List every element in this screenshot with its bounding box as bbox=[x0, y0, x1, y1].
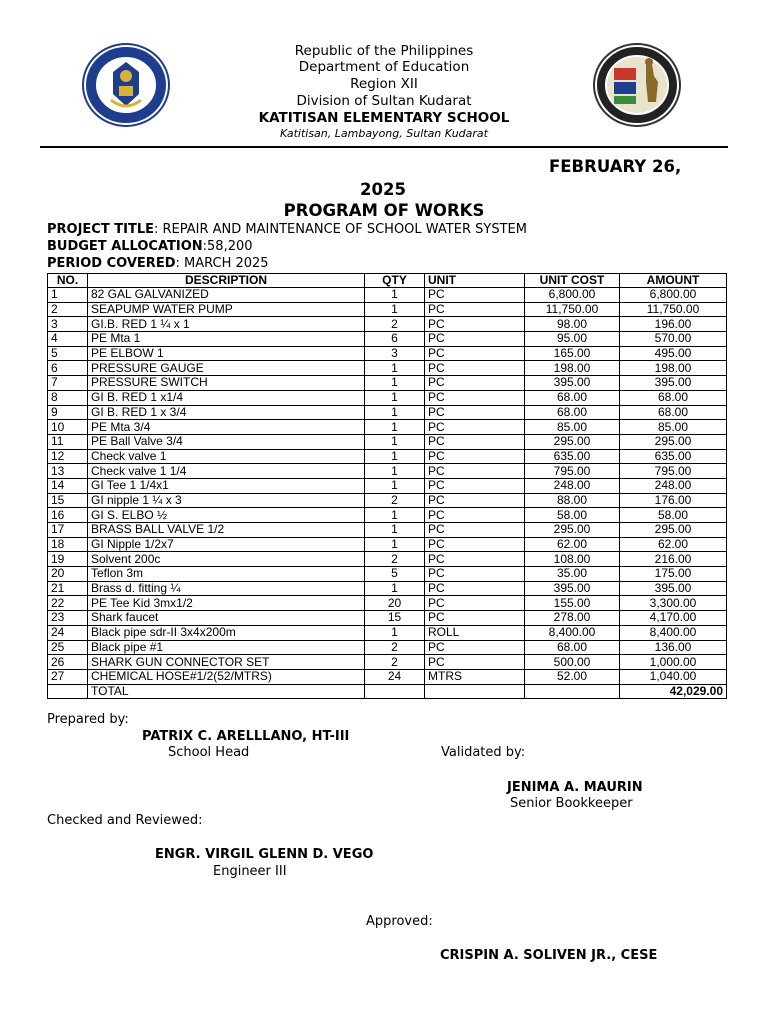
budget-line bbox=[47, 238, 253, 255]
item-qty: 5 bbox=[365, 567, 425, 582]
item-amount: 4,170.00 bbox=[620, 611, 727, 626]
table-row bbox=[48, 625, 727, 640]
total-no-cell bbox=[48, 684, 88, 699]
item-amount: 68.00 bbox=[620, 405, 727, 420]
item-qty: 1 bbox=[365, 434, 425, 449]
checked-title: Engineer III bbox=[213, 864, 287, 879]
period-value: : MARCH 2025 bbox=[175, 256, 269, 271]
item-unit-cost: 295.00 bbox=[525, 434, 620, 449]
item-unit: PC bbox=[425, 478, 525, 493]
item-no: 25 bbox=[48, 640, 88, 655]
item-no: 11 bbox=[48, 434, 88, 449]
total-qty-cell bbox=[365, 684, 425, 699]
table-row bbox=[48, 434, 727, 449]
item-qty: 2 bbox=[365, 655, 425, 670]
item-qty: 6 bbox=[365, 332, 425, 347]
table-row bbox=[48, 611, 727, 626]
table-row bbox=[48, 669, 727, 684]
item-unit: PC bbox=[425, 317, 525, 332]
item-description: Brass d. fitting ¼ bbox=[88, 581, 365, 596]
header-school: KATITISAN ELEMENTARY SCHOOL bbox=[258, 110, 510, 126]
item-unit: PC bbox=[425, 596, 525, 611]
item-unit: ROLL bbox=[425, 625, 525, 640]
item-qty: 1 bbox=[365, 405, 425, 420]
validated-name-text: JENIMA A. MAURIN bbox=[507, 780, 643, 795]
item-description: Black pipe sdr-II 3x4x200m bbox=[88, 625, 365, 640]
item-description: Check valve 1 bbox=[88, 449, 365, 464]
item-unit-cost: 248.00 bbox=[525, 478, 620, 493]
item-unit: PC bbox=[425, 611, 525, 626]
approved-name-text: CRISPIN A. SOLIVEN JR., CESE bbox=[440, 948, 658, 963]
item-description: PE Tee Kid 3mx1/2 bbox=[88, 596, 365, 611]
validated-name bbox=[507, 780, 643, 796]
header-department: Department of Education bbox=[298, 59, 470, 75]
item-qty: 1 bbox=[365, 581, 425, 596]
item-description: PE Ball Valve 3/4 bbox=[88, 434, 365, 449]
item-no: 18 bbox=[48, 537, 88, 552]
item-no: 9 bbox=[48, 405, 88, 420]
header-unit-cost: UNIT COST bbox=[525, 274, 620, 288]
item-qty: 1 bbox=[365, 523, 425, 538]
item-unit-cost: 11,750.00 bbox=[525, 302, 620, 317]
item-description: Black pipe #1 bbox=[88, 640, 365, 655]
item-unit: PC bbox=[425, 288, 525, 303]
item-description: Check valve 1 1/4 bbox=[88, 464, 365, 479]
item-unit: PC bbox=[425, 449, 525, 464]
item-qty: 15 bbox=[365, 611, 425, 626]
prepared-name-text: PATRIX C. ARELLLANO, HT-III bbox=[142, 729, 350, 744]
item-description: SEAPUMP WATER PUMP bbox=[88, 302, 365, 317]
prepared-name bbox=[142, 729, 349, 745]
item-no: 6 bbox=[48, 361, 88, 376]
prepared-label: Prepared by: bbox=[47, 712, 129, 727]
item-unit: PC bbox=[425, 537, 525, 552]
item-amount: 58.00 bbox=[620, 508, 727, 523]
item-unit-cost: 52.00 bbox=[525, 669, 620, 684]
item-qty: 1 bbox=[365, 464, 425, 479]
item-no: 5 bbox=[48, 346, 88, 361]
item-amount: 1,040.00 bbox=[620, 669, 727, 684]
item-unit-cost: 8,400.00 bbox=[525, 625, 620, 640]
item-unit-cost: 395.00 bbox=[525, 376, 620, 391]
item-amount: 85.00 bbox=[620, 420, 727, 435]
header-amount: AMOUNT bbox=[620, 274, 727, 288]
item-amount: 570.00 bbox=[620, 332, 727, 347]
item-unit-cost: 68.00 bbox=[525, 640, 620, 655]
header-qty: QTY bbox=[365, 274, 425, 288]
item-amount: 136.00 bbox=[620, 640, 727, 655]
item-amount: 395.00 bbox=[620, 376, 727, 391]
item-amount: 11,750.00 bbox=[620, 302, 727, 317]
document-title: PROGRAM OF WORKS bbox=[283, 201, 485, 220]
table-row bbox=[48, 464, 727, 479]
table-row bbox=[48, 302, 727, 317]
item-amount: 395.00 bbox=[620, 581, 727, 596]
table-row bbox=[48, 420, 727, 435]
item-qty: 1 bbox=[365, 508, 425, 523]
item-amount: 6,800.00 bbox=[620, 288, 727, 303]
item-description: Solvent 200c bbox=[88, 552, 365, 567]
item-unit-cost: 88.00 bbox=[525, 493, 620, 508]
item-unit: PC bbox=[425, 508, 525, 523]
item-unit: PC bbox=[425, 376, 525, 391]
header-description: DESCRIPTION bbox=[88, 274, 365, 288]
item-qty: 1 bbox=[365, 390, 425, 405]
approved-label: Approved: bbox=[366, 914, 433, 929]
total-label: TOTAL bbox=[88, 684, 365, 699]
item-qty: 1 bbox=[365, 288, 425, 303]
item-unit-cost: 278.00 bbox=[525, 611, 620, 626]
table-row bbox=[48, 478, 727, 493]
validated-label: Validated by: bbox=[441, 745, 526, 760]
item-unit: PC bbox=[425, 390, 525, 405]
item-description: Shark faucet bbox=[88, 611, 365, 626]
table-row bbox=[48, 640, 727, 655]
item-unit-cost: 395.00 bbox=[525, 581, 620, 596]
item-unit: PC bbox=[425, 361, 525, 376]
item-no: 22 bbox=[48, 596, 88, 611]
item-unit-cost: 295.00 bbox=[525, 523, 620, 538]
date-line1: FEBRUARY 26, bbox=[549, 157, 682, 176]
item-qty: 2 bbox=[365, 493, 425, 508]
table-row bbox=[48, 596, 727, 611]
approved-name bbox=[440, 948, 657, 964]
header-division: Division of Sultan Kudarat bbox=[296, 93, 472, 109]
item-amount: 198.00 bbox=[620, 361, 727, 376]
item-description: SHARK GUN CONNECTOR SET bbox=[88, 655, 365, 670]
total-value: 42,029.00 bbox=[620, 684, 727, 699]
header-republic: Republic of the Philippines bbox=[294, 43, 474, 59]
item-unit-cost: 500.00 bbox=[525, 655, 620, 670]
item-no: 20 bbox=[48, 567, 88, 582]
item-amount: 68.00 bbox=[620, 390, 727, 405]
item-no: 27 bbox=[48, 669, 88, 684]
item-description: GI B. RED 1 x 3/4 bbox=[88, 405, 365, 420]
item-amount: 196.00 bbox=[620, 317, 727, 332]
item-no: 23 bbox=[48, 611, 88, 626]
table-row bbox=[48, 552, 727, 567]
item-amount: 248.00 bbox=[620, 478, 727, 493]
item-unit-cost: 62.00 bbox=[525, 537, 620, 552]
header-region: Region XII bbox=[350, 76, 418, 92]
table-row bbox=[48, 361, 727, 376]
item-description: GI Tee 1 1/4x1 bbox=[88, 478, 365, 493]
item-no: 12 bbox=[48, 449, 88, 464]
project-title-value: : REPAIR AND MAINTENANCE OF SCHOOL WATER SYSTEM bbox=[153, 222, 527, 237]
table-row bbox=[48, 376, 727, 391]
item-description: 82 GAL GALVANIZED bbox=[88, 288, 365, 303]
item-unit-cost: 95.00 bbox=[525, 332, 620, 347]
item-no: 10 bbox=[48, 420, 88, 435]
table-row bbox=[48, 493, 727, 508]
item-unit-cost: 635.00 bbox=[525, 449, 620, 464]
table-row bbox=[48, 449, 727, 464]
item-unit: PC bbox=[425, 523, 525, 538]
item-no: 13 bbox=[48, 464, 88, 479]
date-line2: 2025 bbox=[360, 180, 406, 199]
item-amount: 795.00 bbox=[620, 464, 727, 479]
item-description: PRESSURE GAUGE bbox=[88, 361, 365, 376]
item-unit: PC bbox=[425, 332, 525, 347]
item-qty: 1 bbox=[365, 376, 425, 391]
item-amount: 635.00 bbox=[620, 449, 727, 464]
item-unit: PC bbox=[425, 346, 525, 361]
item-qty: 1 bbox=[365, 302, 425, 317]
item-unit-cost: 98.00 bbox=[525, 317, 620, 332]
item-description: PE Mta 1 bbox=[88, 332, 365, 347]
item-qty: 3 bbox=[365, 346, 425, 361]
item-unit: PC bbox=[425, 640, 525, 655]
table-row bbox=[48, 567, 727, 582]
item-no: 1 bbox=[48, 288, 88, 303]
item-qty: 2 bbox=[365, 317, 425, 332]
item-description: PE Mta 3/4 bbox=[88, 420, 365, 435]
item-qty: 1 bbox=[365, 420, 425, 435]
project-title-label: PROJECT TITLE bbox=[47, 222, 154, 237]
period-line bbox=[47, 255, 269, 272]
item-no: 19 bbox=[48, 552, 88, 567]
item-amount: 495.00 bbox=[620, 346, 727, 361]
checked-name-text: ENGR. VIRGIL GLENN D. VEGO bbox=[155, 847, 374, 862]
table-header-row bbox=[48, 274, 727, 288]
item-unit-cost: 108.00 bbox=[525, 552, 620, 567]
item-no: 4 bbox=[48, 332, 88, 347]
item-amount: 8,400.00 bbox=[620, 625, 727, 640]
item-description: GI.B. RED 1 ¼ x 1 bbox=[88, 317, 365, 332]
item-no: 3 bbox=[48, 317, 88, 332]
validated-title: Senior Bookkeeper bbox=[510, 796, 633, 811]
item-description: CHEMICAL HOSE#1/2(52/MTRS) bbox=[88, 669, 365, 684]
item-qty: 1 bbox=[365, 361, 425, 376]
project-title-line bbox=[47, 221, 527, 238]
item-unit: PC bbox=[425, 302, 525, 317]
item-qty: 1 bbox=[365, 537, 425, 552]
item-description: GI Nipple 1/2x7 bbox=[88, 537, 365, 552]
item-amount: 1,000.00 bbox=[620, 655, 727, 670]
item-unit: PC bbox=[425, 493, 525, 508]
item-unit-cost: 35.00 bbox=[525, 567, 620, 582]
item-no: 26 bbox=[48, 655, 88, 670]
table-row bbox=[48, 390, 727, 405]
item-unit: PC bbox=[425, 464, 525, 479]
table-row bbox=[48, 537, 727, 552]
item-unit-cost: 6,800.00 bbox=[525, 288, 620, 303]
header-no: NO. bbox=[48, 274, 88, 288]
budget-value: :58,200 bbox=[202, 239, 253, 254]
total-row bbox=[48, 684, 727, 699]
header-unit: UNIT bbox=[425, 274, 525, 288]
item-amount: 295.00 bbox=[620, 523, 727, 538]
item-unit: MTRS bbox=[425, 669, 525, 684]
item-qty: 20 bbox=[365, 596, 425, 611]
item-qty: 1 bbox=[365, 449, 425, 464]
item-unit-cost: 165.00 bbox=[525, 346, 620, 361]
item-qty: 1 bbox=[365, 625, 425, 640]
item-unit: PC bbox=[425, 552, 525, 567]
total-cost-cell bbox=[525, 684, 620, 699]
table-row bbox=[48, 655, 727, 670]
item-no: 24 bbox=[48, 625, 88, 640]
item-no: 15 bbox=[48, 493, 88, 508]
table-row bbox=[48, 317, 727, 332]
item-amount: 62.00 bbox=[620, 537, 727, 552]
item-unit-cost: 58.00 bbox=[525, 508, 620, 523]
period-label: PERIOD COVERED bbox=[47, 256, 176, 271]
budget-label: BUDGET ALLOCATION bbox=[47, 239, 203, 254]
item-unit: PC bbox=[425, 655, 525, 670]
item-no: 14 bbox=[48, 478, 88, 493]
table-row bbox=[48, 332, 727, 347]
item-unit-cost: 68.00 bbox=[525, 405, 620, 420]
item-amount: 176.00 bbox=[620, 493, 727, 508]
item-qty: 1 bbox=[365, 478, 425, 493]
table-row bbox=[48, 405, 727, 420]
header-rule bbox=[40, 146, 728, 148]
item-qty: 2 bbox=[365, 552, 425, 567]
item-description: GI nipple 1 ¼ x 3 bbox=[88, 493, 365, 508]
total-unit-cell bbox=[425, 684, 525, 699]
item-qty: 2 bbox=[365, 640, 425, 655]
item-no: 17 bbox=[48, 523, 88, 538]
item-unit: PC bbox=[425, 420, 525, 435]
item-unit-cost: 198.00 bbox=[525, 361, 620, 376]
table-row bbox=[48, 346, 727, 361]
header-address: Katitisan, Lambayong, Sultan Kudarat bbox=[280, 127, 488, 140]
item-description: PE ELBOW 1 bbox=[88, 346, 365, 361]
checked-name bbox=[155, 847, 373, 863]
table-row bbox=[48, 581, 727, 596]
item-description: BRASS BALL VALVE 1/2 bbox=[88, 523, 365, 538]
item-description: PRESSURE SWITCH bbox=[88, 376, 365, 391]
item-amount: 175.00 bbox=[620, 567, 727, 582]
table-row bbox=[48, 508, 727, 523]
item-unit: PC bbox=[425, 405, 525, 420]
item-amount: 216.00 bbox=[620, 552, 727, 567]
item-unit-cost: 68.00 bbox=[525, 390, 620, 405]
item-unit-cost: 85.00 bbox=[525, 420, 620, 435]
item-amount: 3,300.00 bbox=[620, 596, 727, 611]
item-unit-cost: 155.00 bbox=[525, 596, 620, 611]
item-unit: PC bbox=[425, 567, 525, 582]
item-qty: 24 bbox=[365, 669, 425, 684]
item-description: Teflon 3m bbox=[88, 567, 365, 582]
table-row bbox=[48, 288, 727, 303]
prepared-title: School Head bbox=[168, 745, 250, 760]
item-description: GI S. ELBO ½ bbox=[88, 508, 365, 523]
item-amount: 295.00 bbox=[620, 434, 727, 449]
item-no: 7 bbox=[48, 376, 88, 391]
item-unit-cost: 795.00 bbox=[525, 464, 620, 479]
item-description: GI B. RED 1 x1/4 bbox=[88, 390, 365, 405]
item-unit: PC bbox=[425, 581, 525, 596]
item-no: 2 bbox=[48, 302, 88, 317]
item-no: 8 bbox=[48, 390, 88, 405]
item-no: 21 bbox=[48, 581, 88, 596]
table-row bbox=[48, 523, 727, 538]
item-no: 16 bbox=[48, 508, 88, 523]
item-unit: PC bbox=[425, 434, 525, 449]
checked-label: Checked and Reviewed: bbox=[47, 813, 203, 828]
program-of-works-table bbox=[47, 273, 727, 699]
